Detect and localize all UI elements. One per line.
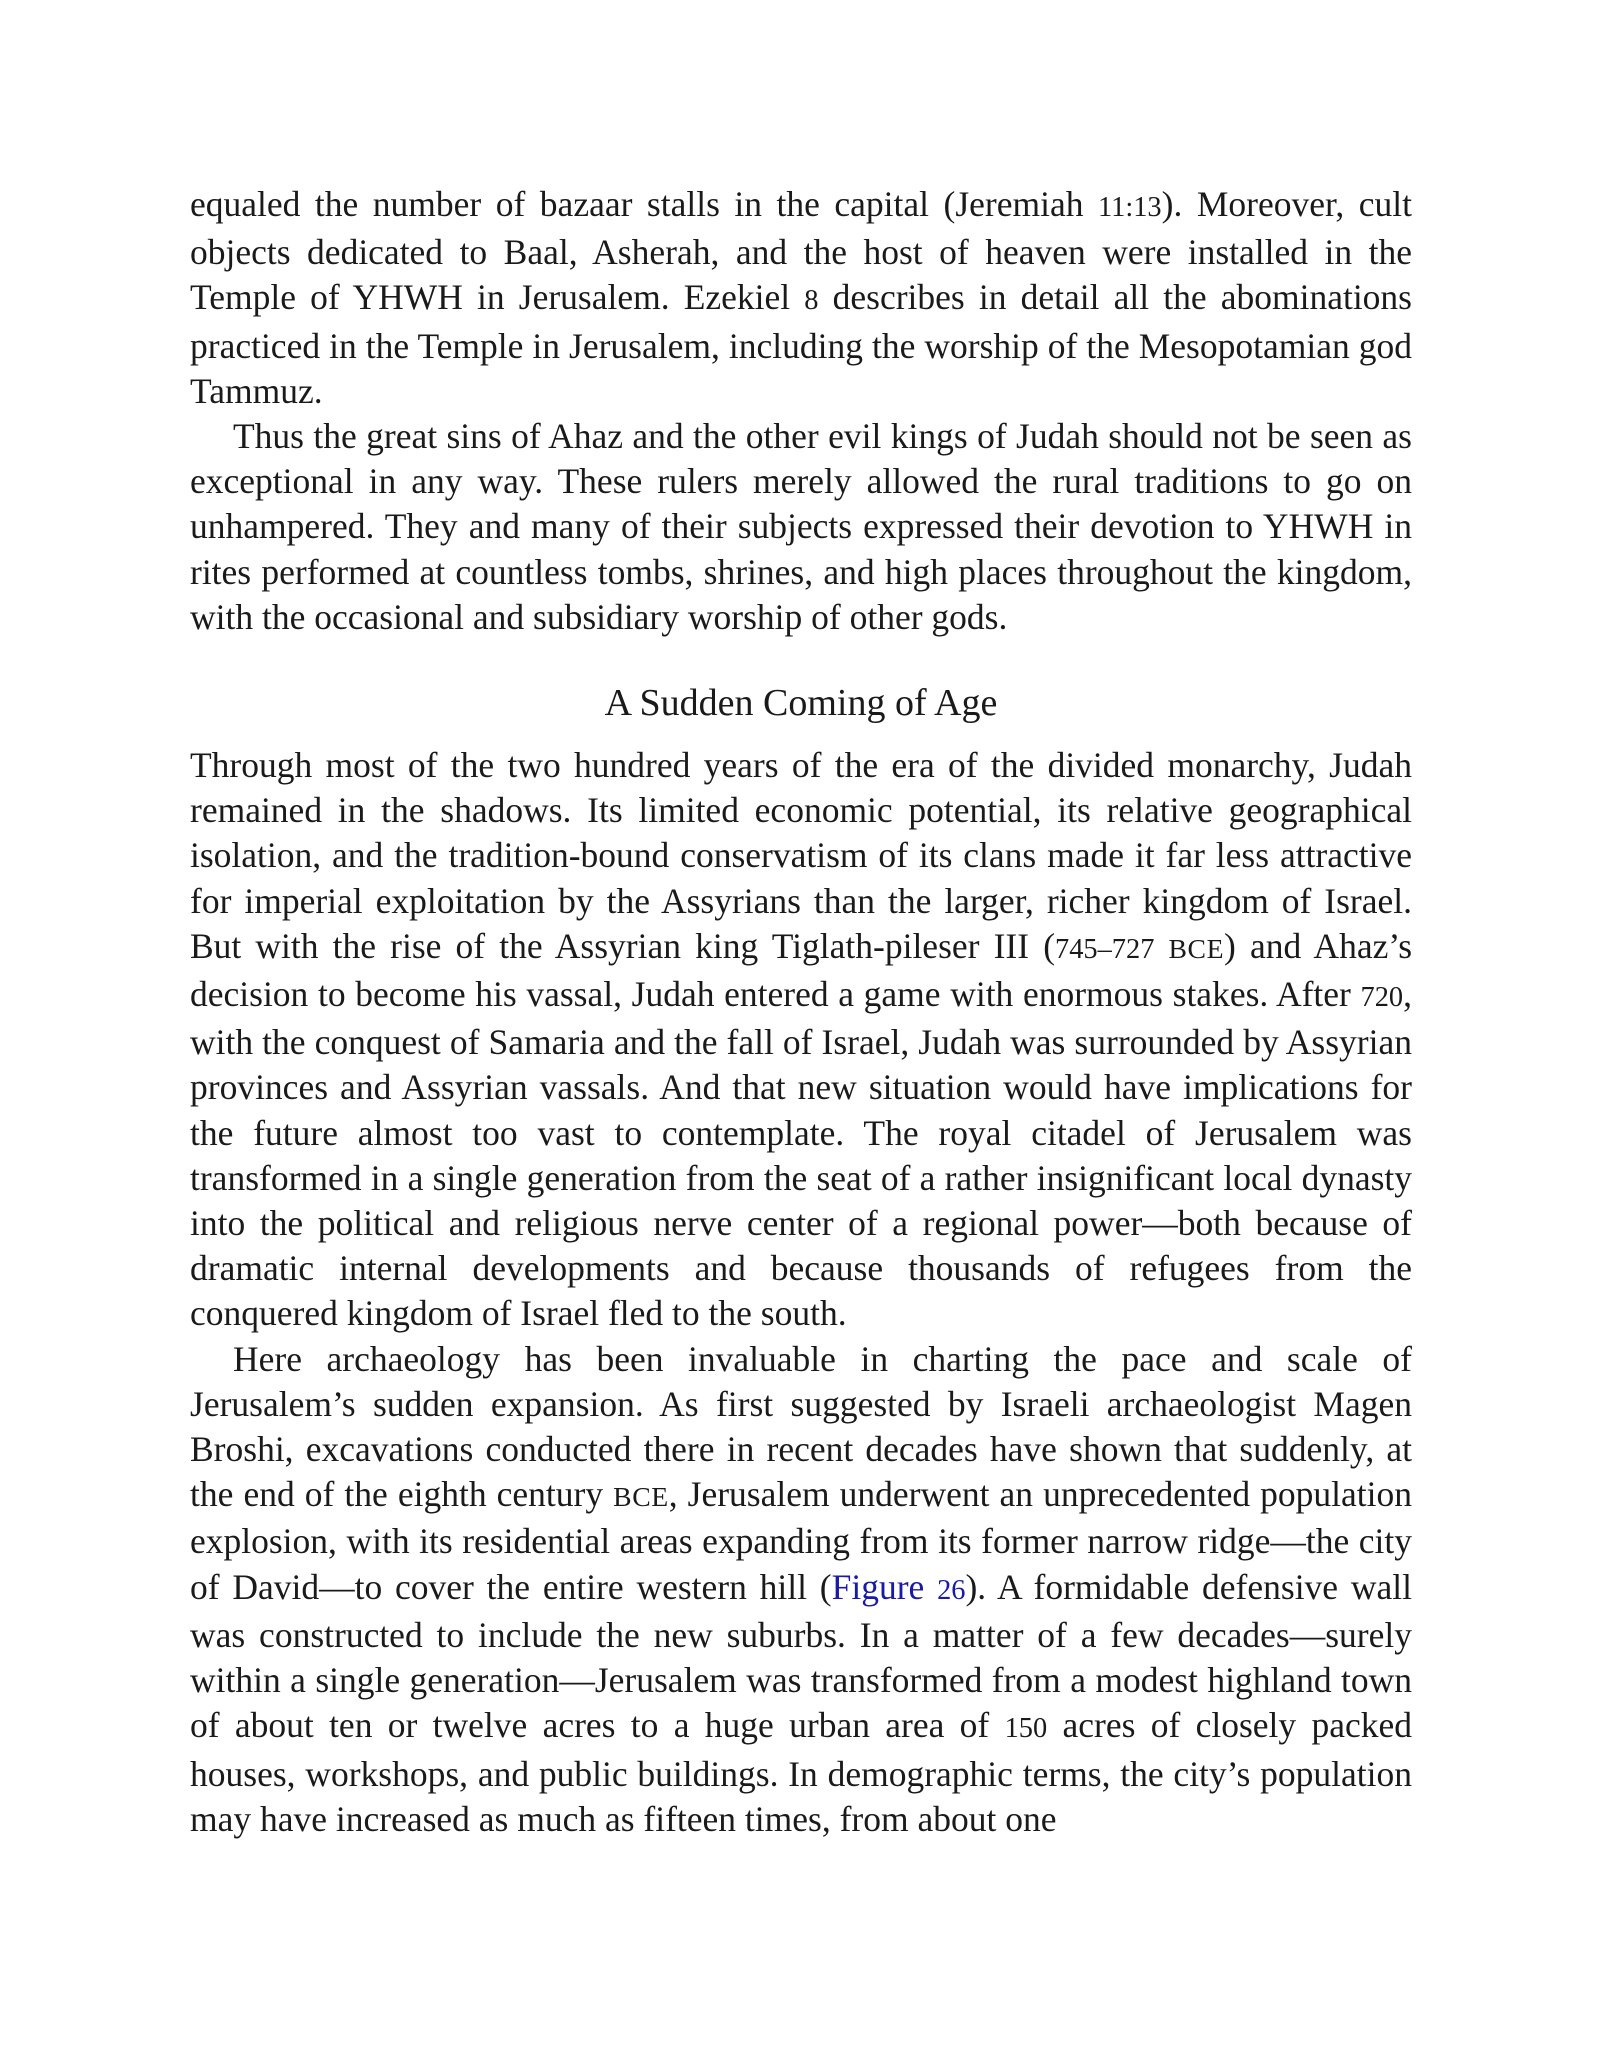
scripture-reference: 11:13 — [1098, 192, 1162, 223]
space — [1154, 926, 1168, 966]
body-paragraph — [190, 182, 1412, 414]
year: 720 — [1360, 982, 1404, 1014]
paragraph-text: ) and Ahaz’s decision to become his vassal, Judah entered a game with enormous stakes. After — [190, 925, 1413, 1015]
paragraph-text: Thus the great sins of Ahaz and the other evil kings of Judah should not be seen as exceptional in any way. These rulers merely allowed the rural traditions to go on unhampered. They and many of their subjects expressed their devotion to YHWH in rites performed at countless tombs, shrines, and high places throughout the kingdom, with the occasional and subsidiary worship of other gods. — [190, 416, 1412, 637]
paragraph-text: equaled the number of bazaar stalls in the capital (Jeremiah — [190, 184, 1098, 224]
section-heading: A Sudden Coming of Age — [604, 682, 998, 725]
paragraph-text: Here archaeology has been invaluable in charting the pace and scale of Jerusalem’s sudden expansion. As first suggested by Israeli archaeologist Magen Broshi, excavations conducted there in recent decades have shown that suddenly, at the end of the eighth century — [190, 1338, 1412, 1515]
paragraph-text: , with the conquest of Samaria and the fall of Israel, Judah was surrounded by Assyrian provinces and Assyrian vassals. And that new situation would have implications for the future almost too vast to contemplate. The royal citadel of Jerusalem was transformed in a single generation from the seat of a rather insignificant local dynasty into the political and religious nerve center of a regional power—both because of dramatic internal developments and because thousands of refugees from the conquered kingdom of Israel fled to the south. — [190, 974, 1412, 1334]
paragraph-text: ). Moreover, cult objects dedicated to Baal, Asherah, and the host of heaven were installed in the Temple of YHWH in Jerusalem. Ezekiel — [190, 184, 1413, 318]
figure-link-number: 26 — [937, 1574, 966, 1606]
date-range: 745–727 — [1055, 933, 1155, 965]
paragraph-text: Through most of the two hundred years of the era of the divided monarchy, Judah remained in the shadows. Its limited economic potential, its relative geographical isolation, and the tradition-bound conservatism of its clans made it far less attractive for imperial exploitation by the Assyrians than the larger, richer kingdom of Israel. But with the rise of the Assyrian king Tiglath-pileser III ( — [190, 745, 1412, 966]
body-paragraph — [190, 1337, 1412, 1842]
paragraph-text: describes in detail all the abominations practiced in the Temple in Jerusalem, including the worship of the Mesopotamian god Tammuz. — [190, 277, 1412, 411]
paragraph-text: acres of closely packed houses, workshops, and public buildings. In demographic terms, the city’s population may have increased as much as fifteen times, from about one — [190, 1705, 1412, 1839]
body-paragraph — [190, 743, 1412, 1337]
paragraph-text: , Jerusalem underwent an unprecedented population explosion, with its residential areas expanding from its former narrow ridge—the city of David—to cover the entire western hill ( — [190, 1474, 1413, 1607]
era-label: BCE — [613, 1481, 669, 1513]
figure-link-label: Figure — [831, 1566, 938, 1607]
body-paragraph — [190, 414, 1412, 640]
acreage-number: 150 — [1004, 1713, 1048, 1745]
book-page — [190, 182, 1412, 1842]
paragraph-text: ). A formidable defensive wall was constructed to include the new suburbs. In a matter of a few decades—surely within a single generation—Jerusalem was transformed from a modest highland town of about ten or twelve acres to a huge urban area of — [190, 1566, 1412, 1746]
figure-link[interactable] — [832, 1567, 966, 1607]
chapter-number: 8 — [804, 285, 819, 317]
era-label: BCE — [1168, 932, 1225, 964]
